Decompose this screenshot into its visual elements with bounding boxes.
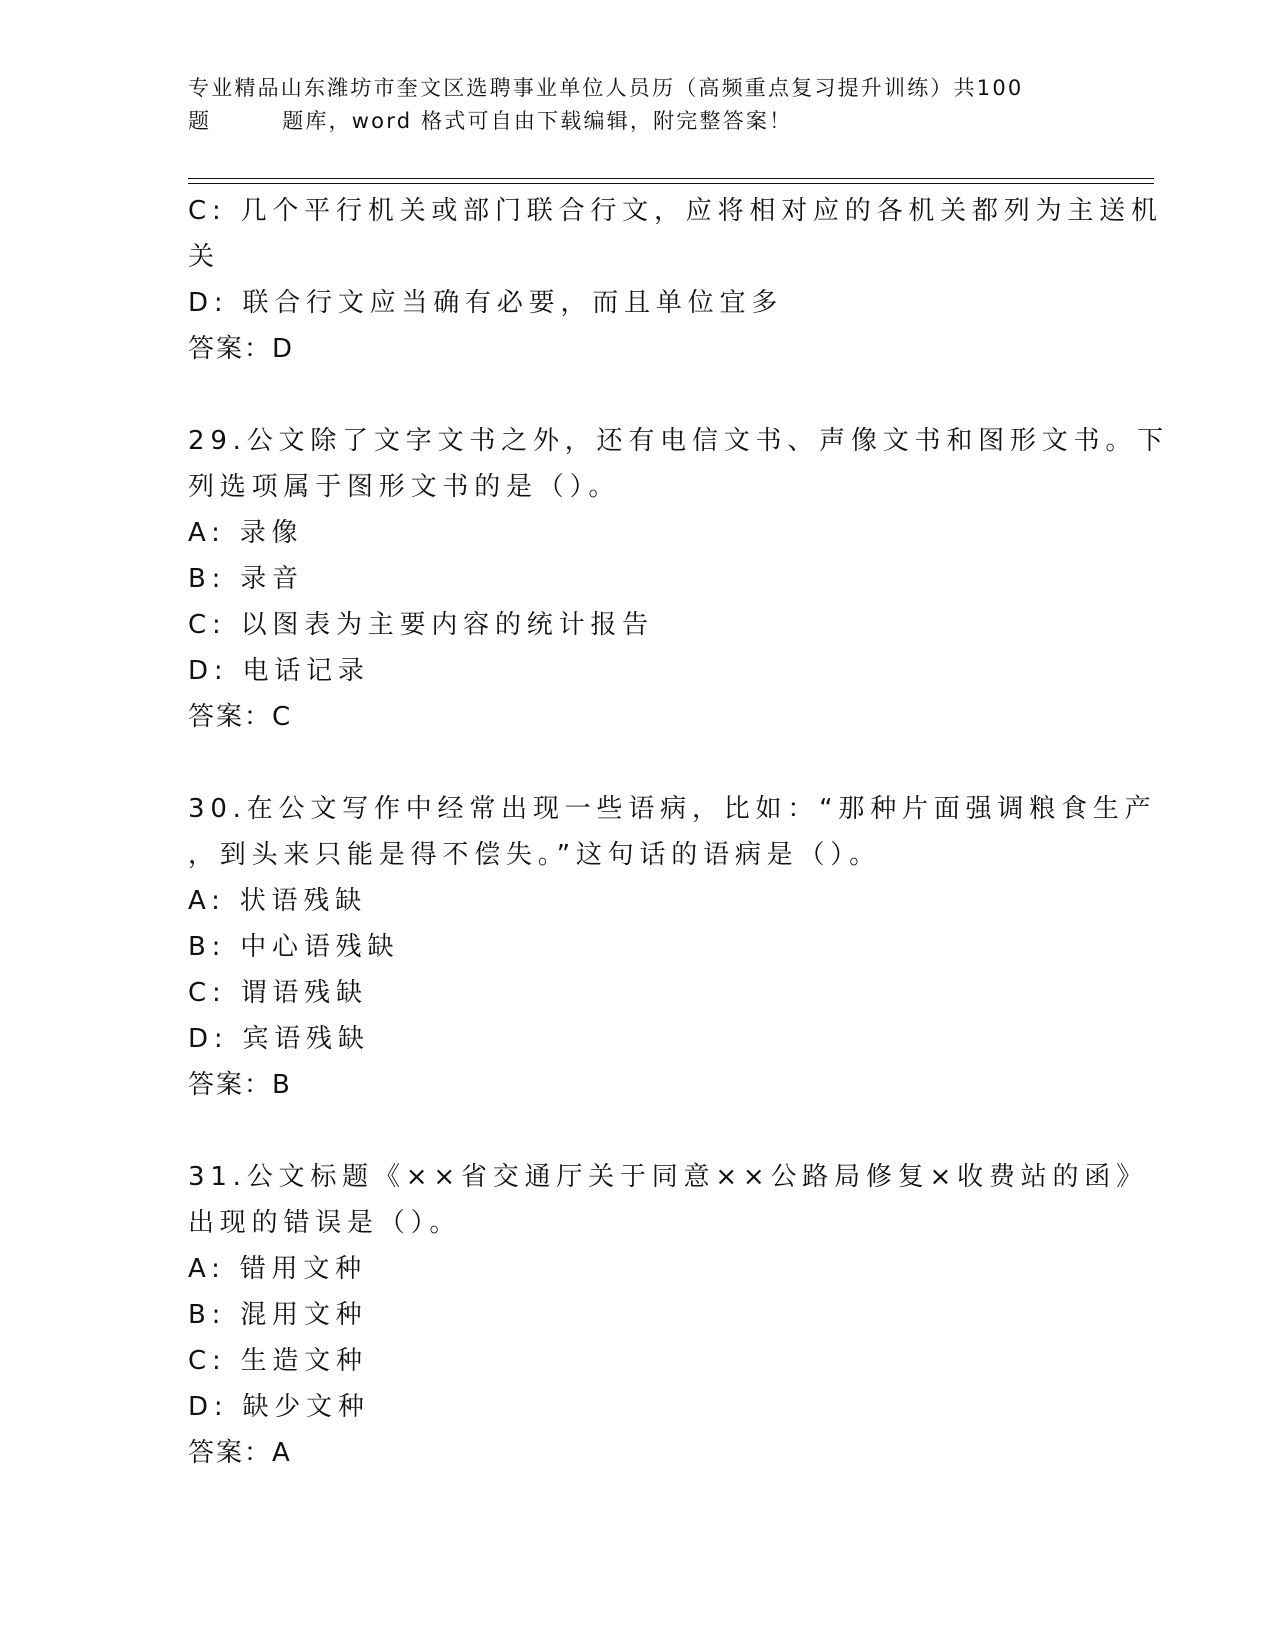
option-b: B: 录音 bbox=[188, 564, 304, 594]
option-a: A: 错用文种 bbox=[188, 1254, 367, 1284]
header-title-line-2: 题 题库，word 格式可自由下载编辑，附完整答案！ bbox=[188, 109, 793, 133]
question-31 bbox=[188, 1154, 1148, 1476]
answer: 答案：D bbox=[188, 334, 295, 364]
option-d: D: 缺少文种 bbox=[188, 1392, 370, 1422]
header-divider-bottom bbox=[188, 183, 1154, 184]
option-b: B: 中心语残缺 bbox=[188, 932, 400, 962]
option-a: A: 录像 bbox=[188, 518, 304, 548]
option-c: C: 谓语残缺 bbox=[188, 978, 368, 1008]
spacer bbox=[188, 372, 1088, 418]
page-header bbox=[188, 72, 1088, 138]
spacer bbox=[188, 1108, 1088, 1154]
question-stem-continued: 列选项属于图形文书的是（）。 bbox=[188, 472, 621, 502]
answer: 答案：C bbox=[188, 702, 293, 732]
option-d: D: 宾语残缺 bbox=[188, 1024, 370, 1054]
header-divider-top bbox=[188, 178, 1154, 179]
option-c: C: 以图表为主要内容的统计报告 bbox=[188, 610, 654, 640]
spacer bbox=[188, 740, 1088, 786]
option-d: D: 联合行文应当确有必要，而且单位宜多 bbox=[188, 288, 784, 318]
header-title-line-1: 专业精品山东潍坊市奎文区选聘事业单位人员历（高频重点复习提升训练）共100 bbox=[188, 76, 1024, 100]
option-c: C: 生造文种 bbox=[188, 1346, 368, 1376]
answer: 答案：A bbox=[188, 1438, 292, 1468]
option-c-continued: 关 bbox=[188, 242, 220, 272]
option-b: B: 混用文种 bbox=[188, 1300, 368, 1330]
question-29 bbox=[188, 418, 1169, 740]
question-28-continued bbox=[188, 188, 1163, 372]
question-stem-continued: ，到头来只能是得不偿失。”这句话的语病是（）。 bbox=[188, 840, 881, 870]
question-stem: 29.公文除了文字文书之外，还有电信文书、声像文书和图形文书。下 bbox=[188, 426, 1169, 456]
option-d: D: 电话记录 bbox=[188, 656, 370, 686]
option-a: A: 状语残缺 bbox=[188, 886, 367, 916]
question-stem-continued: 出现的错误是（）。 bbox=[188, 1208, 462, 1238]
document-body bbox=[188, 188, 1169, 1476]
answer: 答案：B bbox=[188, 1070, 292, 1100]
question-stem: 30.在公文写作中经常出现一些语病，比如：“那种片面强调粮食生产 bbox=[188, 794, 1157, 824]
option-c: C: 几个平行机关或部门联合行文，应将相对应的各机关都列为主送机 bbox=[188, 196, 1163, 226]
question-30 bbox=[188, 786, 1157, 1108]
question-stem: 31.公文标题《××省交通厅关于同意××公路局修复×收费站的函》 bbox=[188, 1162, 1148, 1192]
